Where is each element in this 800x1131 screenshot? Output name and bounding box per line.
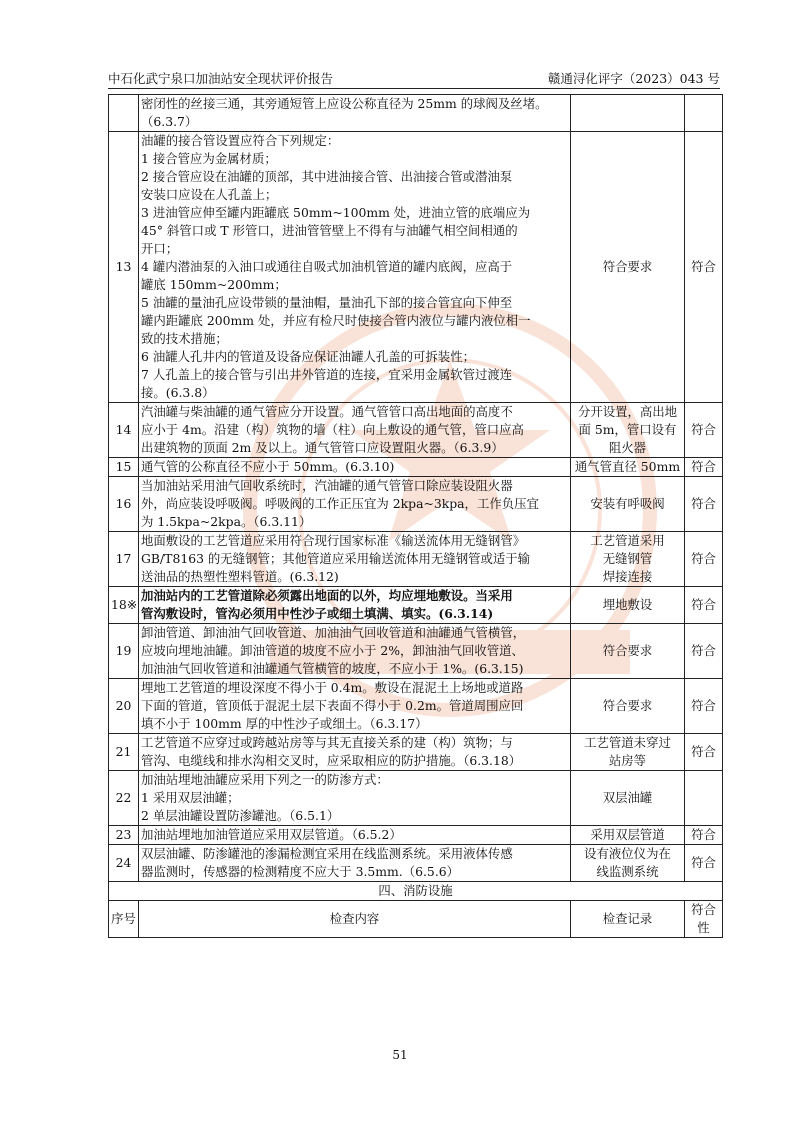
content-line: 加油油气回收管道和油罐通气管横管的坡度，不应小于 1%。(6.3.15) [141, 661, 524, 676]
check-content [139, 458, 571, 477]
compliance-result: 符合 [685, 679, 723, 734]
inspection-table [108, 94, 723, 938]
content-line: 应小于 4m。沿建（构）筑物的墙（柱）向上敷设的通气管，管口应高 [141, 422, 524, 437]
check-record [571, 734, 685, 771]
content-line: GB/T8163 的无缝钢管；其他管道应采用输送流体用无缝钢管或适于输 [141, 551, 531, 566]
check-content [139, 477, 571, 532]
compliance-result [685, 95, 723, 132]
record-line: 焊接连接 [602, 569, 653, 584]
record-line: 符合要求 [602, 698, 653, 713]
content-line: 1 接合管应为金属材质； [141, 151, 277, 166]
check-record [571, 587, 685, 624]
table-row [109, 826, 723, 845]
record-line: 埋地敷设 [602, 597, 653, 612]
content-line: 4 罐内潜油泵的入油口或通往自吸式加油机管道的罐内底阀，应高于 [141, 259, 513, 274]
content-line: 接。(6.3.8） [141, 385, 215, 400]
record-line: 阻火器 [608, 440, 647, 455]
table-row [109, 771, 723, 826]
record-line: 工艺管道未穿过 [584, 735, 671, 750]
record-line: 设有液位仪为在 [584, 846, 671, 861]
compliance-result: 符合 [685, 826, 723, 845]
table-row [109, 458, 723, 477]
section-row [109, 882, 723, 901]
content-line: 2 接合管应设在油罐的顶部，其中进油接合管、出油接合管或潜油泵 [141, 169, 513, 184]
compliance-result: 符合 [685, 845, 723, 882]
table-row [109, 845, 723, 882]
report-number: 赣通浔化评字（2023）043 号 [547, 71, 720, 86]
check-record [571, 477, 685, 532]
content-line: 为 1.5kpa~2kpa。（6.3.11） [141, 514, 312, 529]
compliance-result: 符合 [685, 624, 723, 679]
compliance-result: 符合 [685, 734, 723, 771]
check-content [139, 826, 571, 845]
content-line: （6.3.7） [141, 114, 198, 129]
page-number: 51 [392, 1048, 408, 1062]
compliance-result: 符合 [685, 132, 723, 403]
table-row [109, 532, 723, 587]
content-line: 汽油罐与柴油罐的通气管应分开设置。通气管管口高出地面的高度不 [141, 404, 513, 419]
section-title: 四、消防设施 [109, 882, 723, 901]
page-header [108, 66, 720, 89]
content-line: 密闭性的丝接三通，其旁通短管上应设公称直径为 25mm 的球阀及丝堵。 [141, 96, 548, 111]
record-line: 采用双层管道 [590, 827, 665, 842]
compliance-result: 符合 [685, 532, 723, 587]
content-line: 7 人孔盖上的接合管与引出井外管道的连接，宜采用金属软管过渡连 [141, 367, 513, 382]
content-line: 工艺管道不应穿过或跨越站房等与其无直接关系的建（构）筑物；与 [141, 735, 513, 750]
item-number [109, 95, 139, 132]
compliance-result: 符合 [685, 403, 723, 458]
content-line: 45° 斜管口或 T 形管口，进油管管壁上不得有与油罐气相空间相通的 [141, 223, 518, 238]
check-content [139, 532, 571, 587]
column-header-content: 检查内容 [139, 901, 571, 938]
content-line: 致的技术措施； [141, 331, 228, 346]
content-line: 管沟敷设时，管沟必须用中性沙子或细土填满、填实。(6.3.14) [141, 606, 494, 621]
content-line: 出建筑物的顶面 2m 及以上。通气管管口应设置阻火器。（6.3.9） [141, 440, 504, 455]
content-line: 罐底 150mm~200mm； [141, 277, 287, 292]
content-line: 当加油站采用油气回收系统时，汽油罐的通气管管口除应装设阻火器 [141, 478, 513, 493]
content-line: 通气管的公称直径不应小于 50mm。(6.3.10) [141, 459, 395, 474]
table-row [109, 403, 723, 458]
record-line: 工艺管道采用 [590, 533, 665, 548]
content-line: 罐内距罐底 200mm 处，并应有检尺时使接合管内液位与罐内液位相一 [141, 313, 531, 328]
check-record [571, 532, 685, 587]
record-line: 面 5m，管口设有 [578, 422, 677, 437]
record-line: 安装有呼吸阀 [590, 496, 665, 511]
item-number: 15 [109, 458, 139, 477]
content-line: 填不小于 100mm 厚的中性沙子或细土。（6.3.17） [141, 716, 428, 731]
column-header-record: 检查记录 [571, 901, 685, 938]
content-line: 安装口应设在人孔盖上； [141, 187, 278, 202]
column-header-row [109, 901, 723, 938]
content-line: 5 油罐的量油孔应设带锁的量油帽，量油孔下部的接合管宜向下伸至 [141, 295, 513, 310]
content-line: 开口； [141, 241, 179, 256]
column-header-num: 序号 [109, 901, 139, 938]
check-content [139, 95, 571, 132]
item-number: 19 [109, 624, 139, 679]
record-line: 符合要求 [602, 643, 653, 658]
content-line: 加油站埋地加油管道应采用双层管道。（6.5.2） [141, 827, 402, 842]
content-line: 油罐的接合管设置应符合下列规定： [141, 133, 340, 148]
check-content [139, 624, 571, 679]
column-header-result: 符合性 [685, 901, 723, 938]
check-record [571, 95, 685, 132]
report-title: 中石化武宁泉口加油站安全现状评价报告 [108, 71, 334, 86]
content-line: 送油品的热塑性塑料管道。(6.3.12) [141, 569, 339, 584]
check-record [571, 624, 685, 679]
content-line: 2 单层油罐设置防渗罐池。（6.5.1） [141, 808, 340, 823]
content-line: 管沟、电缆线和排水沟相交叉时，应采取相应的防护措施。（6.3.18） [141, 753, 522, 768]
content-line: 地面敷设的工艺管道应采用符合现行国家标准《输送流体用无缝钢管》 [141, 533, 526, 548]
table-row [109, 734, 723, 771]
content-line: 外，尚应装设呼吸阀。呼吸阀的工作正压宜为 2kpa~3kpa，工作负压宜 [141, 496, 539, 511]
check-content [139, 679, 571, 734]
record-line: 符合要求 [602, 259, 653, 274]
content-line: 下面的管道，管顶低于混泥土层下表面不得小于 0.2m。管道周围应回 [141, 698, 524, 713]
content-line: 加油站内的工艺管道除必须露出地面的以外，均应埋地敷设。当采用 [141, 588, 513, 603]
record-line: 双层油罐 [602, 790, 653, 805]
item-number: 16 [109, 477, 139, 532]
check-content [139, 845, 571, 882]
item-number: 18※ [109, 587, 139, 624]
check-content [139, 132, 571, 403]
content-line: 器监测时，传感器的检测精度不应大于 3.5mm.（6.5.6） [141, 864, 460, 879]
content-line: 1 采用双层油罐； [141, 790, 240, 805]
check-record [571, 679, 685, 734]
check-content [139, 771, 571, 826]
item-number: 21 [109, 734, 139, 771]
compliance-result: 符合 [685, 477, 723, 532]
check-record [571, 826, 685, 845]
content-line: 加油站埋地油罐应采用下列之一的防渗方式： [141, 772, 389, 787]
table-row [109, 477, 723, 532]
record-line: 线监测系统 [596, 864, 659, 879]
item-number: 14 [109, 403, 139, 458]
item-number: 23 [109, 826, 139, 845]
check-record [571, 771, 685, 826]
content-line: 6 油罐人孔井内的管道及设备应保证油罐人孔盖的可拆装性； [141, 349, 475, 364]
content-line: 埋地工艺管道的埋设深度不得小于 0.4m。敷设在混泥土上场地或道路 [141, 680, 524, 695]
item-number: 17 [109, 532, 139, 587]
content-line: 卸油管道、卸油油气回收管道、加油油气回收管道和油罐通气管横管， [141, 625, 526, 640]
item-number: 22 [109, 771, 139, 826]
item-number: 13 [109, 132, 139, 403]
check-content [139, 403, 571, 458]
table-row [109, 95, 723, 132]
table-row [109, 679, 723, 734]
record-line: 分开设置，高出地 [577, 404, 678, 419]
item-number: 20 [109, 679, 139, 734]
check-content [139, 587, 571, 624]
check-content [139, 734, 571, 771]
check-record [571, 458, 685, 477]
check-record [571, 845, 685, 882]
compliance-result [685, 771, 723, 826]
table-row [109, 624, 723, 679]
check-record [571, 132, 685, 403]
record-line: 通气管直径 50mm [574, 459, 681, 474]
content-line: 应坡向埋地油罐。卸油管道的坡度不应小于 2%，卸油油气回收管道、 [141, 643, 524, 658]
compliance-result: 符合 [685, 458, 723, 477]
content-line: 3 进油管应伸至罐内距罐底 50mm~100mm 处，进油立管的底端应为 [141, 205, 531, 220]
content-line: 双层油罐、防渗罐池的渗漏检测宜采用在线监测系统。采用液体传感 [141, 846, 513, 861]
record-line: 站房等 [608, 753, 647, 768]
item-number: 24 [109, 845, 139, 882]
compliance-result: 符合 [685, 587, 723, 624]
check-record [571, 403, 685, 458]
table-row [109, 587, 723, 624]
record-line: 无缝钢管 [602, 551, 653, 566]
table-row [109, 132, 723, 403]
